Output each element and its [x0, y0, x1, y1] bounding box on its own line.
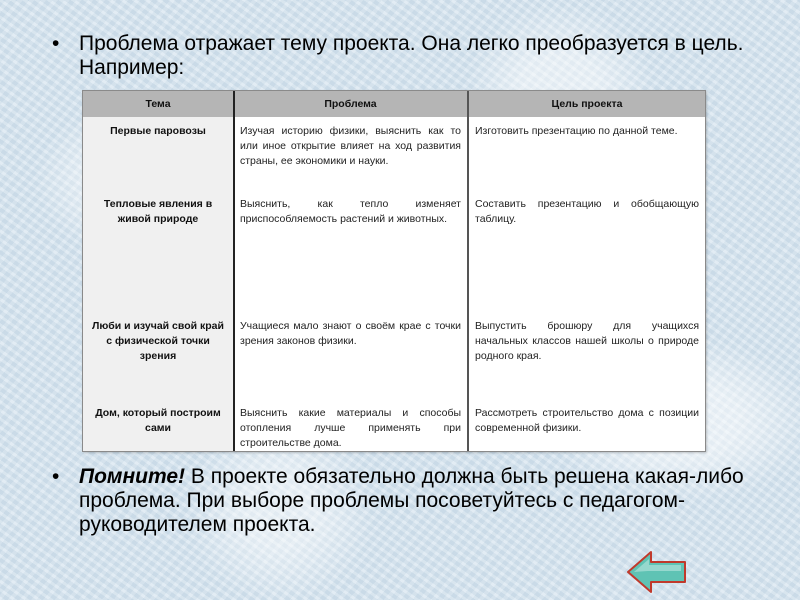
left-arrow-icon [626, 549, 688, 595]
header-problem: Проблема [324, 98, 377, 110]
problem-cell: Выяснить, как тепло изменяет приспособляемость растений и животных. [240, 198, 461, 225]
goal-cell: Изготовить презентацию по данной теме. [475, 125, 678, 137]
table-header [83, 91, 705, 117]
problem-cell: Учащиеся мало знают о своём крае с точки зрения законов физики. [240, 320, 461, 347]
bullet-dot: • [52, 465, 60, 488]
goal-cell: Рассмотреть строительство дома с позиции современной физики. [475, 407, 699, 434]
topic-cell: Люби и изучай свой край с физической точки зрения [92, 320, 224, 362]
intro-text: Проблема отражает тему проекта. Она легко преобразуется в цель. Например: [79, 32, 744, 79]
bullet-dot: • [52, 32, 60, 55]
back-button[interactable] [626, 549, 688, 595]
goal-cell: Составить презентацию и обобщающую таблицу. [475, 198, 699, 225]
topic-column [83, 91, 233, 451]
problem-column [234, 91, 467, 451]
remember-text [79, 465, 752, 537]
projects-table [82, 90, 706, 452]
header-topic: Тема [145, 98, 171, 110]
problem-cell: Выяснить какие материалы и способы отопления лучше применять при строительстве дома. [240, 407, 461, 449]
topic-cell: Первые паровозы [110, 125, 206, 137]
goal-column [469, 91, 705, 451]
remember-lead: Помните! [79, 465, 186, 488]
intro-bullet [52, 32, 752, 80]
remember-body: В проекте обязательно должна быть решена какая-либо проблема. При выборе проблемы посоветуйтесь с педагогом-руководителем проекта. [79, 465, 744, 536]
column-divider [467, 91, 469, 451]
remember-bullet [52, 465, 752, 537]
topic-cell: Дом, который построим сами [95, 407, 221, 434]
header-goal: Цель проекта [551, 98, 623, 110]
column-divider [233, 91, 235, 451]
goal-cell: Выпустить брошюру для учащихся начальных классов нашей школы о природе родного края. [475, 320, 699, 362]
problem-cell: Изучая историю физики, выяснить как то или иное открытие влияет на ход развития страны, ее экономики и науки. [240, 125, 461, 167]
topic-cell: Тепловые явления в живой природе [103, 198, 213, 225]
